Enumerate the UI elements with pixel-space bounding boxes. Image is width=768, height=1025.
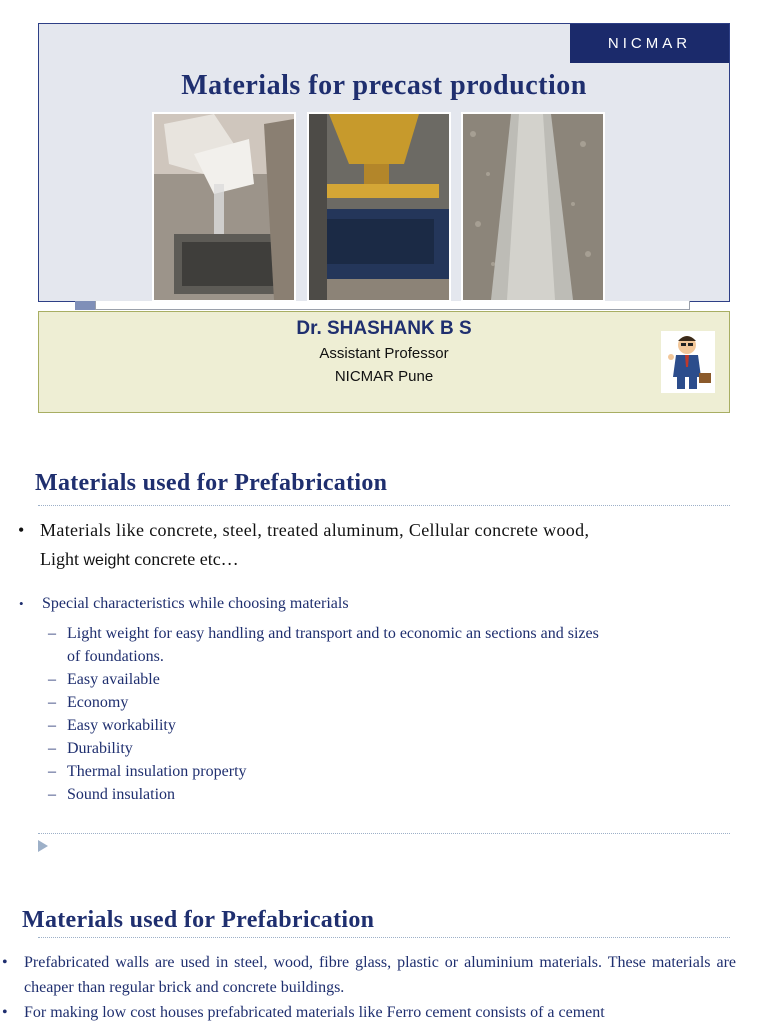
materials-line2-b: weight [83, 552, 130, 569]
special-characteristics-label: Special characteristics while choosing materials [42, 595, 349, 612]
list-item: of foundations. [67, 648, 164, 665]
materials-line1: Materials like concrete, steel, treated aluminum, Cellular concrete wood, [40, 520, 590, 540]
low-cost-houses-bullet [2, 1000, 736, 1025]
slide-strip-marker [75, 301, 95, 310]
concrete-batching-photo [307, 112, 451, 302]
precast-channel-photo [461, 112, 605, 302]
list-item: – Easy available [48, 671, 160, 688]
slide3-heading: Materials used for Prefabrication [22, 907, 375, 933]
list-item: – Economy [48, 694, 129, 711]
materials-bullet [18, 516, 748, 575]
nicmar-logo: NICMAR [570, 24, 729, 63]
bullet-symbol: • [2, 954, 8, 971]
author-name: Dr. SHASHANK B S [296, 318, 472, 339]
prefab-walls-bullet [2, 950, 736, 1000]
play-arrow-icon[interactable] [38, 839, 48, 857]
bullet-symbol: • [18, 520, 25, 540]
professor-cartoon-icon [661, 331, 715, 393]
list-item: – Durability [48, 740, 133, 757]
bullet-symbol: • [2, 1004, 8, 1021]
cement-bag-photo [152, 112, 296, 302]
special-characteristics-bullet [19, 595, 349, 613]
slide-title: Materials for precast production [181, 70, 587, 101]
materials-line2-a: Light [40, 549, 79, 569]
slide2-heading: Materials used for Prefabrication [35, 470, 388, 496]
cement-bag-image [154, 114, 294, 300]
author-affiliation: NICMAR Pune [334, 368, 434, 385]
list-item: – Light weight for easy handling and transport and to economic an sections and sizes [48, 625, 599, 642]
list-item: – Sound insulation [48, 786, 176, 803]
author-role: Assistant Professor [319, 345, 449, 362]
batching-plant-image [309, 114, 449, 300]
bullet-symbol: • [19, 596, 24, 611]
heading-divider [38, 937, 730, 938]
slide-strip [95, 301, 690, 310]
materials-line2-c: concrete etc… [134, 549, 239, 569]
prefab-walls-text: Prefabricated walls are used in steel, wood, fibre glass, plastic or aluminium materials. These materials are cheaper than regular brick and concrete buildings. [24, 954, 736, 996]
heading-divider [38, 505, 730, 506]
low-cost-houses-text: For making low cost houses prefabricated materials like Ferro cement consists of a cement [24, 1004, 605, 1021]
characteristics-list [48, 622, 708, 806]
list-item: – Thermal insulation property [48, 763, 247, 780]
footer-divider [38, 833, 730, 834]
list-item: – Easy workability [48, 717, 176, 734]
precast-channel-image [463, 114, 603, 300]
